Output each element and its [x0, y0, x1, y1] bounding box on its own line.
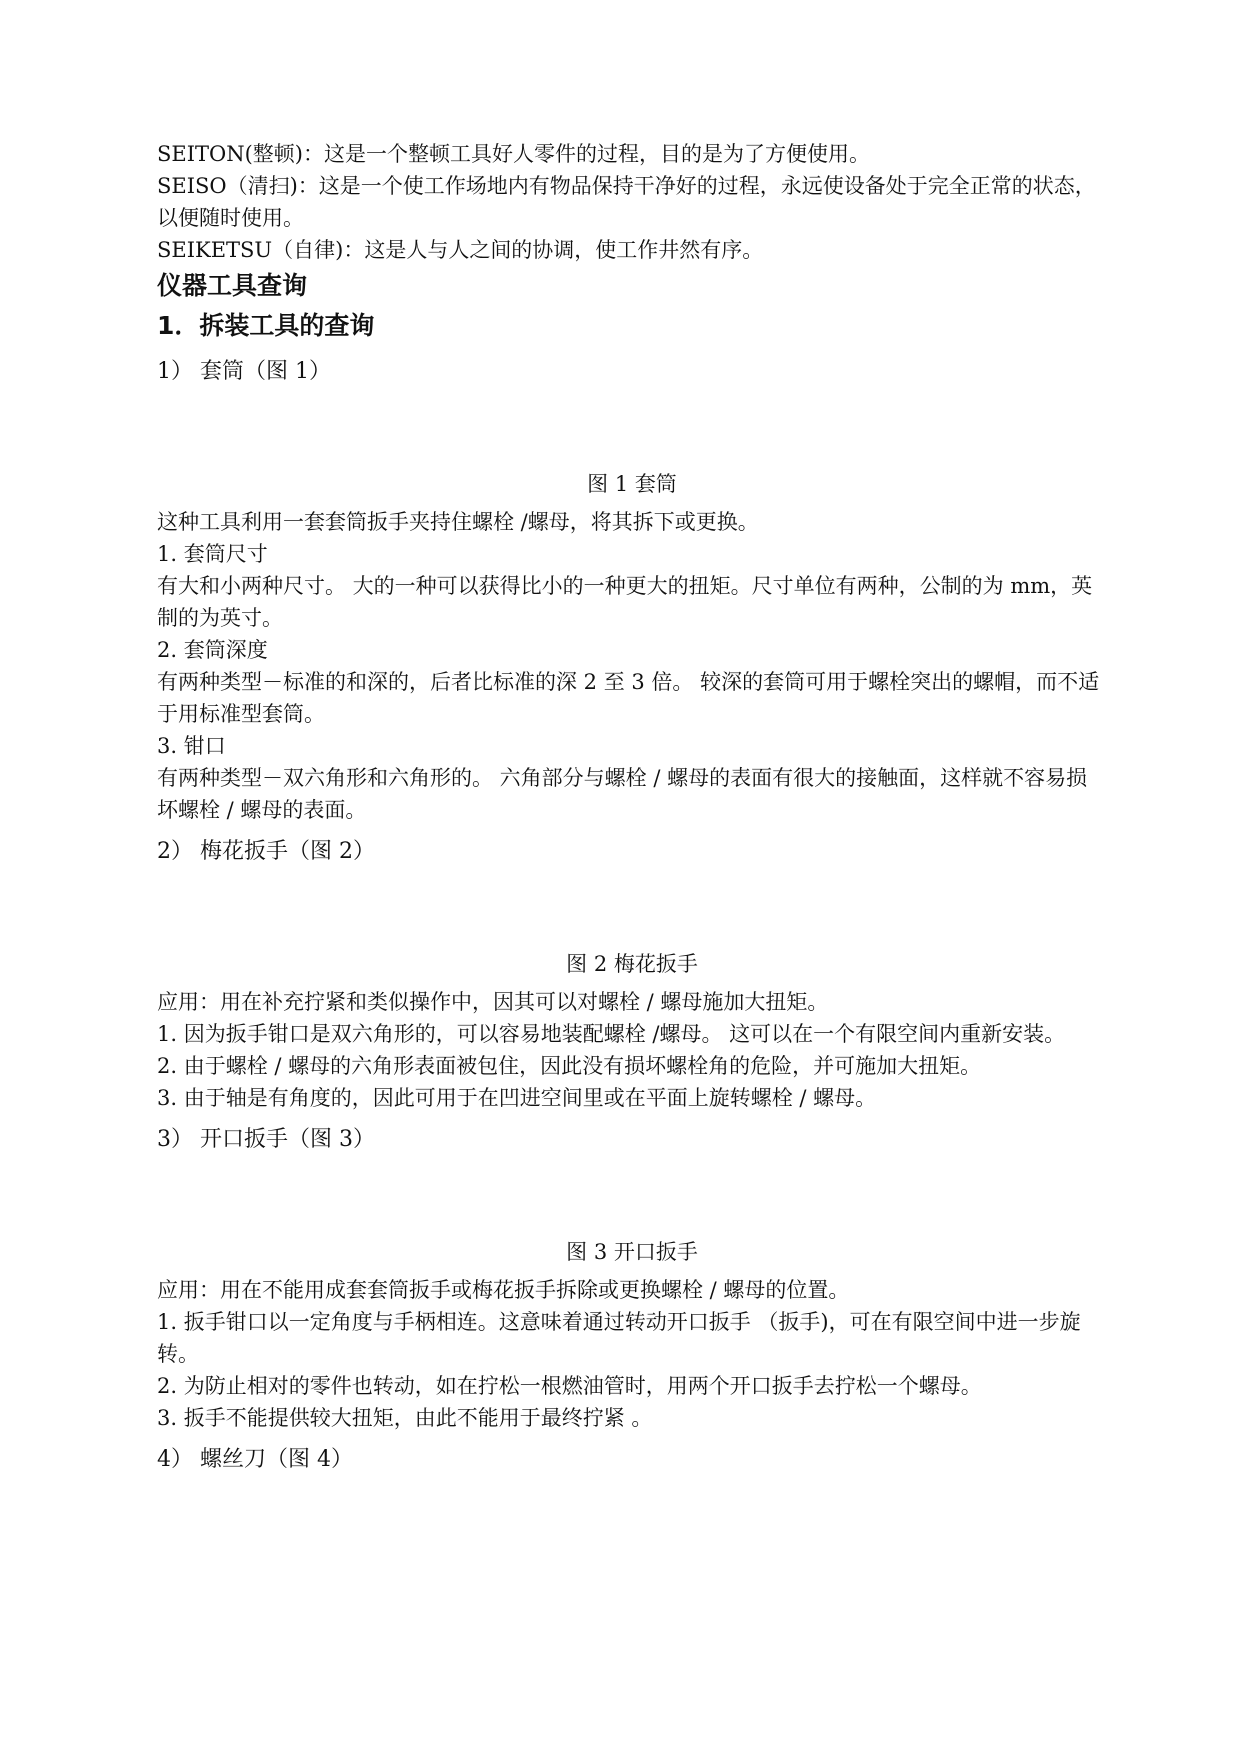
- section-title-box-wrench: 2） 梅花扳手（图 2）: [157, 839, 375, 864]
- intro-seiton: SEITON(整顿)：这是一个整顿工具好人零件的过程，目的是为了方便使用。: [157, 142, 870, 166]
- section-title-screwdriver: 4） 螺丝刀（图 4）: [157, 1447, 353, 1472]
- figure-3-caption: 图 3 开口扳手: [566, 1240, 698, 1264]
- paragraph: 2. 为防止相对的零件也转动，如在拧松一根燃油管时，用两个开口扳手去拧松一个螺母。: [157, 1374, 982, 1398]
- paragraph: 这种工具利用一套套筒扳手夹持住螺栓 /螺母，将其拆下或更换。: [157, 510, 759, 534]
- paragraph: 1. 套筒尺寸: [157, 542, 268, 566]
- section-title-socket: 1） 套筒（图 1）: [157, 359, 331, 384]
- section-title-open-wrench: 3） 开口扳手（图 3）: [157, 1127, 375, 1152]
- figure-1-caption: 图 1 套筒: [587, 472, 677, 496]
- paragraph: 1. 因为扳手钳口是双六角形的，可以容易地装配螺栓 /螺母。 这可以在一个有限空间内重新安装。: [157, 1022, 1066, 1046]
- heading-sub: 1．拆装工具的查询: [157, 311, 375, 340]
- document-body: [157, 138, 1107, 1478]
- figure-2-placeholder: [157, 870, 1107, 948]
- paragraph: 3. 扳手不能提供较大扭矩，由此不能用于最终拧紧 。: [157, 1406, 653, 1430]
- paragraph: 2. 由于螺栓 / 螺母的六角形表面被包住，因此没有损坏螺栓角的危险，并可施加大扭矩。: [157, 1054, 982, 1078]
- heading-main: 仪器工具查询: [157, 271, 308, 300]
- paragraph: 1. 扳手钳口以一定角度与手柄相连。这意味着通过转动开口扳手 （扳手)，可在有限空间中进一步旋转。: [157, 1310, 1081, 1366]
- figure-1-placeholder: [157, 390, 1107, 468]
- paragraph: 2. 套筒深度: [157, 638, 268, 662]
- figure-2-caption: 图 2 梅花扳手: [566, 952, 698, 976]
- paragraph: 3. 钳口: [157, 734, 226, 758]
- paragraph: 有两种类型－标准的和深的，后者比标准的深 2 至 3 倍。 较深的套筒可用于螺栓突出的螺帽，而不适于用标准型套筒。: [157, 670, 1100, 726]
- paragraph: 应用：用在不能用成套套筒扳手或梅花扳手拆除或更换螺栓 / 螺母的位置。: [157, 1278, 850, 1302]
- paragraph: 3. 由于轴是有角度的，因此可用于在凹进空间里或在平面上旋转螺栓 / 螺母。: [157, 1086, 877, 1110]
- paragraph: 应用：用在补充拧紧和类似操作中，因其可以对螺栓 / 螺母施加大扭矩。: [157, 990, 829, 1014]
- intro-seiketsu: SEIKETSU（自律)：这是人与人之间的协调，使工作井然有序。: [157, 238, 764, 262]
- intro-seiso: SEISO（清扫)：这是一个使工作场地内有物品保持干净好的过程，永远使设备处于完全正常的状态，以便随时使用。: [157, 174, 1096, 230]
- figure-3-placeholder: [157, 1158, 1107, 1236]
- paragraph: 有大和小两种尺寸。 大的一种可以获得比小的一种更大的扭矩。尺寸单位有两种，公制的为 mm，英制的为英寸。: [157, 574, 1093, 630]
- paragraph: 有两种类型－双六角形和六角形的。 六角部分与螺栓 / 螺母的表面有很大的接触面，这样就不容易损坏螺栓 / 螺母的表面。: [157, 766, 1088, 822]
